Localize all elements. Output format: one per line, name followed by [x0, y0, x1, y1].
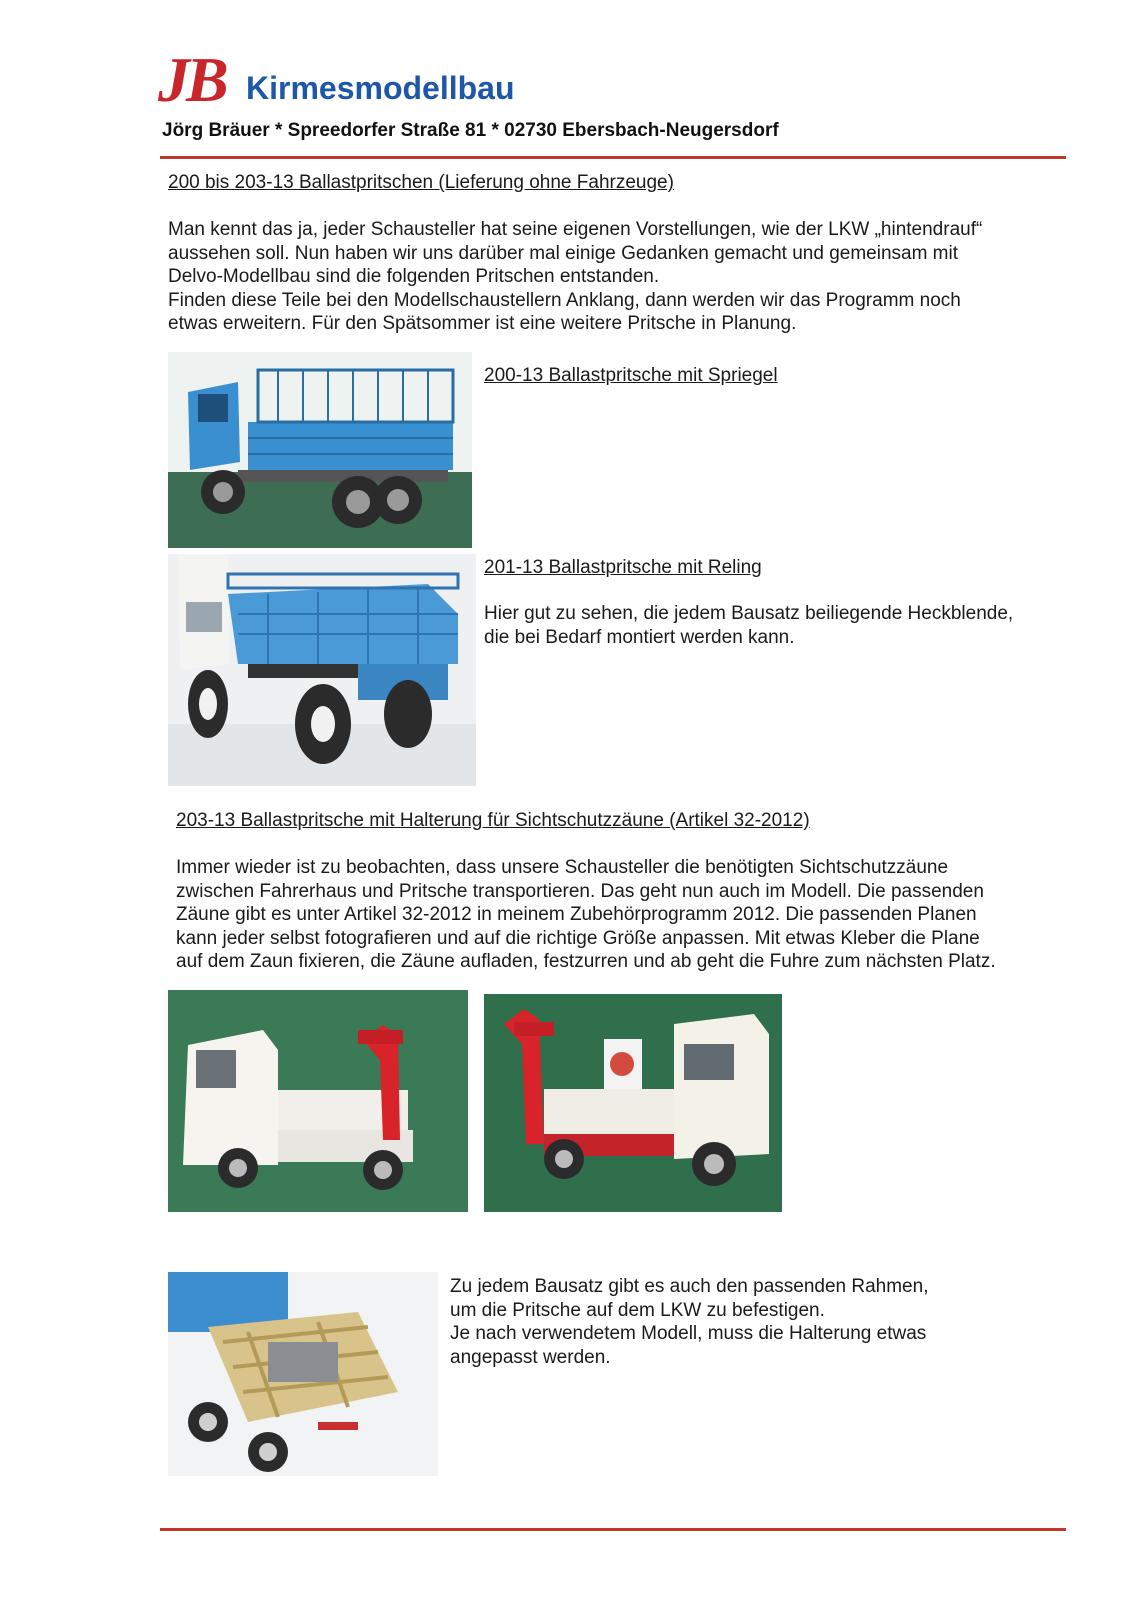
item-203-line: zwischen Fahrerhaus und Pritsche transportieren. Das geht nun auch im Modell. Die passenden [176, 880, 984, 902]
frame-line: Zu jedem Bausatz gibt es auch den passenden Rahmen, [450, 1276, 929, 1297]
frame-description [450, 1275, 1070, 1369]
brand-name: Kirmesmodellbau [246, 70, 515, 106]
intro-line: aussehen soll. Nun haben wir uns darüber mal einige Gedanken gemacht und gemeinsam mit [168, 242, 959, 264]
item-203-line: kann jeder selbst fotografieren und auf die richtige Größe anpassen. Mit etwas Kleber die Plane [176, 927, 980, 949]
footer-divider [160, 1528, 1066, 1531]
item-201-line: Hier gut zu sehen, die jedem Bausatz beiliegende Heckblende, [484, 603, 1014, 624]
item-200-title: 200-13 Ballastpritsche mit Spriegel [484, 365, 778, 386]
photo-203-truck-right [484, 994, 782, 1212]
intro-line: Man kennt das ja, jeder Schausteller hat seine eigenen Vorstellungen, wie der LKW „hintendrauf“ [168, 219, 983, 240]
item-203-line: auf dem Zaun fixieren, die Zäune aufladen, festzurren und ab geht die Fuhre zum nächsten Platz. [176, 951, 996, 972]
intro-paragraph [168, 218, 1068, 336]
item-203-line: Zäune gibt es unter Artikel 32-2012 in meinem Zubehörprogramm 2012. Die passenden Planen [176, 904, 977, 925]
item-201-title: 201-13 Ballastpritsche mit Reling [484, 557, 762, 578]
frame-line: angepasst werden. [450, 1346, 611, 1368]
item-203-line: Immer wieder ist zu beobachten, dass unsere Schausteller die benötigten Sichtschutzzäune [176, 857, 949, 878]
photo-201-truck-reling [168, 554, 476, 786]
item-203-title: 203-13 Ballastpritsche mit Halterung für Sichtschutzzäune (Artikel 32-2012) [176, 810, 810, 831]
photo-200-truck-spriegel [168, 352, 472, 548]
intro-title: 200 bis 203-13 Ballastpritschen (Lieferung ohne Fahrzeuge) [168, 172, 674, 193]
intro-line: Delvo-Modellbau sind die folgenden Pritschen entstanden. [168, 266, 660, 287]
address-line: Jörg Bräuer * Spreedorfer Straße 81 * 02730 Ebersbach-Neugersdorf [162, 120, 779, 141]
photo-203-truck-left [168, 990, 468, 1212]
frame-line: Je nach verwendetem Modell, muss die Halterung etwas [450, 1323, 927, 1344]
intro-line: etwas erweitern. Für den Spätsommer ist eine weitere Pritsche in Planung. [168, 313, 797, 334]
item-201-description [484, 602, 1084, 649]
jb-logo: JB [158, 44, 225, 115]
item-203-description [176, 856, 1096, 974]
photo-mounting-frame [168, 1272, 438, 1476]
frame-line: um die Pritsche auf dem LKW zu befestigen. [450, 1299, 825, 1321]
header-divider [160, 156, 1066, 159]
intro-line: Finden diese Teile bei den Modellschaustellern Anklang, dann werden wir das Programm noch [168, 289, 961, 311]
item-201-line: die bei Bedarf montiert werden kann. [484, 626, 795, 648]
